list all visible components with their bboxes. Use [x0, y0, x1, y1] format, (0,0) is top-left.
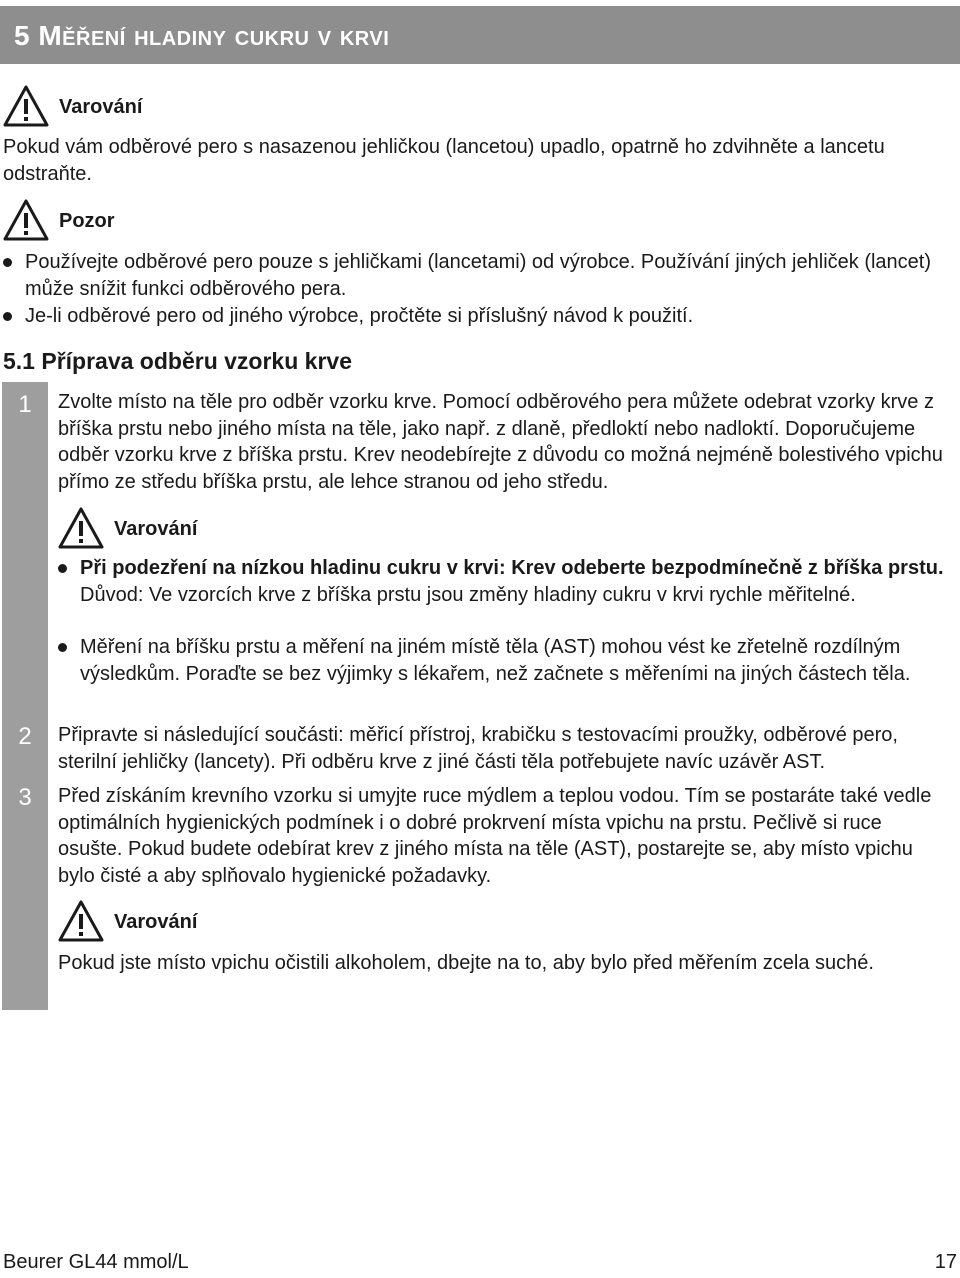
subsection-title: 5.1 Příprava odběru vzorku krve	[3, 348, 352, 374]
warning-triangle-icon	[3, 198, 49, 242]
list-item	[3, 303, 958, 330]
bullet-icon	[3, 312, 12, 321]
footer-product: Beurer GL44 mmol/L	[3, 1251, 189, 1273]
bullet-icon	[58, 643, 67, 652]
warning-text: Pokud vám odběrové pero s nasazenou jehličkou (lancetou) upadlo, opatrně ho zdvihněte a lancetu odstraňte.	[3, 136, 885, 185]
bullet-icon	[58, 564, 67, 573]
caution-heading	[3, 198, 303, 246]
step-number: 1	[18, 391, 32, 418]
bullet-icon	[3, 258, 12, 267]
list-item-bold-text: Při podezření na nízkou hladinu cukru v krvi: Krev odeberte bezpodmínečně z bříška prstu.	[80, 557, 944, 579]
list-item-text: Je-li odběrové pero od jiného výrobce, pročtěte si příslušný návod k použití.	[25, 305, 694, 327]
list-item	[58, 634, 950, 715]
warning-triangle-icon	[58, 899, 104, 943]
warning-heading	[58, 899, 358, 947]
list-item-text: Důvod: Ve vzorcích krve z bříška prstu jsou změny hladiny cukru v krvi rychle měřitelné.	[80, 583, 856, 606]
warning-triangle-icon	[58, 506, 104, 550]
list-item-text: Používejte odběrové pero pouze s jehličkami (lancetami) od výrobce. Používání jiných jehliček (lancet) může snížit funkci odběrového pera.	[25, 251, 932, 300]
step-number: 2	[18, 723, 32, 750]
step-text: Před získáním krevního vzorku si umyjte ruce mýdlem a teplou vodou. Tím se postaráte také vedle optimálních hygienických podmínek i o dobré prokrvení místa vpichu na prstu. Pečlivě si ruce osušte. Pokud budete odebírat krev z jiného místa na těle (AST), postarejte se, aby místo vpichu bylo čisté a aby splňovalo hygienické požadavky.	[58, 785, 932, 887]
step-bar	[2, 382, 48, 1010]
list-item	[3, 249, 958, 303]
warning-title: Varování	[114, 911, 198, 933]
caution-title: Pozor	[59, 210, 115, 232]
step-text: Zvolte místo na těle pro odběr vzorku krve. Pomocí odběrového pera můžete odebrat vzorky krve z bříška prstu nebo jiného místa na těle, jako např. z dlaně, předloktí nebo nadloktí. Doporučujeme odběr vzorku krve z bříška prstu. Krev neodebírejte z důvodu co možná nejméně bolestivého vpichu přímo ze středu bříška prstu, ale lehce stranou od jeho středu.	[58, 391, 943, 493]
warning-triangle-icon	[3, 84, 49, 128]
warning-title: Varování	[114, 518, 198, 540]
list-item-body	[80, 555, 950, 608]
section-title: 5 Měření hladiny cukru v krvi	[14, 20, 390, 51]
warning-heading	[3, 84, 303, 132]
list-item-text: Měření na bříšku prstu a měření na jiném místě těla (AST) mohou vést ke zřetelně rozdílným výsledkům. Poraďte se bez výjimky s lékařem, než začnete s měřeními na jiných částech těla.	[80, 636, 911, 685]
warning-title: Varování	[59, 96, 143, 118]
page-number: 17	[934, 1251, 957, 1273]
warning-heading	[58, 506, 358, 554]
warning-text: Pokud jste místo vpichu očistili alkoholem, dbejte na to, aby bylo před měřením zcela suché.	[58, 952, 874, 974]
step-text: Připravte si následující součásti: měřicí přístroj, krabičku s testovacími proužky, odběrové pero, sterilní jehličky (lancety). Při odběru krve z jiné části těla potřebujete navíc uzávěr AST.	[58, 724, 898, 773]
list-item	[58, 555, 950, 636]
step-number: 3	[18, 784, 32, 811]
